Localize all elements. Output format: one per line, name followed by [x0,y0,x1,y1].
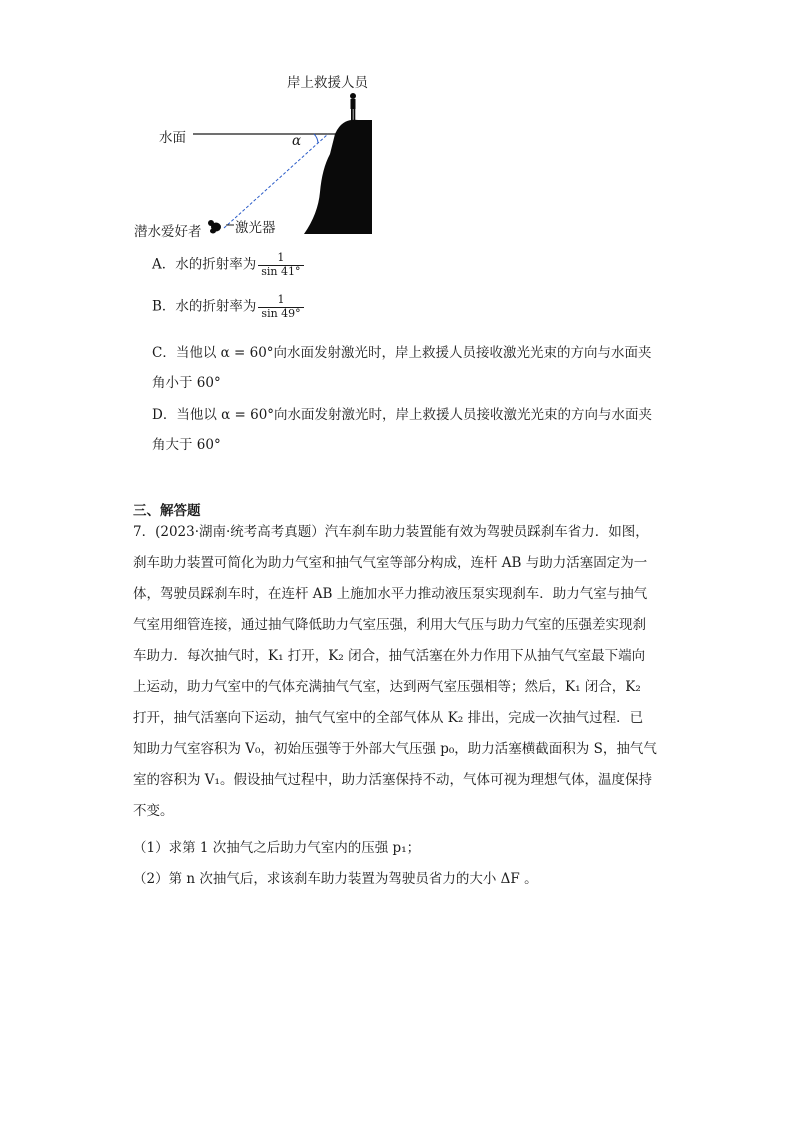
label-water: 水面 [159,130,186,146]
problem-line-2: 刹车助力装置可简化为助力气室和抽气气室等部分构成，连杆 AB 与助力活塞固定为一 [133,555,648,571]
problem-line-3: 体，驾驶员踩刹车时，在连杆 AB 上施加水平力推动液压泵实现刹车．助力气室与抽气 [133,586,648,602]
option-d [152,400,652,460]
laser-beam-line [224,134,328,228]
problem-line-10: 不变。 [133,803,174,819]
label-rescuer: 岸上救援人员 [287,75,368,91]
option-c [152,338,652,398]
option-d-line-2: 角大于 60° [152,437,221,453]
problem-line-6: 上运动，助力气室中的气体充满抽气气室，达到两气室压强相等；然后，K₁ 闭合，K₂ [133,679,641,695]
problem-line-9: 室的容积为 V₁。假设抽气过程中，助力活塞保持不动，气体可视为理想气体，温度保持 [133,772,652,788]
problem-line-7: 打开，抽气活塞向下运动，抽气气室中的全部气体从 K₂ 排出，完成一次抽气过程．已 [133,710,644,726]
problem-line-1: 7．(2023·湖南·统考高考真题）汽车刹车助力装置能有效为驾驶员踩刹车省力．如图， [133,524,649,540]
problem-7 [133,517,663,895]
label-diver: 潜水爱好者 [134,224,202,240]
problem-line-4: 气室用细管连接，通过抽气降低助力气室压强，利用大气压与助力气室的压强差实现刹 [133,617,646,633]
option-b-fraction [258,294,303,320]
problem-line-5: 车助力．每次抽气时，K₁ 打开，K₂ 闭合，抽气活塞在外力作用下从抽气气室最下端向 [133,648,646,664]
option-b-text: B．水的折射率为 [152,298,257,315]
question-1: （1）求第 1 次抽气之后助力气室内的压强 p₁； [133,840,421,856]
option-b [152,294,304,320]
option-c-line-1: C．当他以 α = 60°向水面发射激光时，岸上救援人员接收激光光束的方向与水面夹 [152,345,652,361]
label-laser: 激光器 [235,220,276,236]
option-b-denominator: sin 49° [261,306,301,320]
option-a-fraction [258,252,303,278]
cliff-shape [304,120,372,234]
question-2: （2）第 n 次抽气后，求该刹车助力装置为驾驶员省力的大小 ΔF 。 [133,871,538,887]
angle-arc [314,134,318,143]
option-d-line-1: D．当他以 α = 60°向水面发射激光时，岸上救援人员接收激光光束的方向与水面夹 [152,407,653,423]
option-c-line-2: 角小于 60° [152,375,221,391]
option-a-denominator: sin 41° [261,264,301,278]
option-a-text: A．水的折射率为 [152,256,257,273]
diver-icon [208,220,221,234]
rescuer-icon [350,93,356,120]
section-title: 三、解答题 [133,503,201,519]
option-b-numerator: 1 [258,294,303,308]
problem-line-8: 知助力气室容积为 V₀，初始压强等于外部大气压强 p₀，助力活塞横截面积为 S，抽气气 [133,741,657,757]
option-a [152,252,304,278]
option-a-numerator: 1 [258,252,303,266]
label-angle: α [292,133,302,149]
